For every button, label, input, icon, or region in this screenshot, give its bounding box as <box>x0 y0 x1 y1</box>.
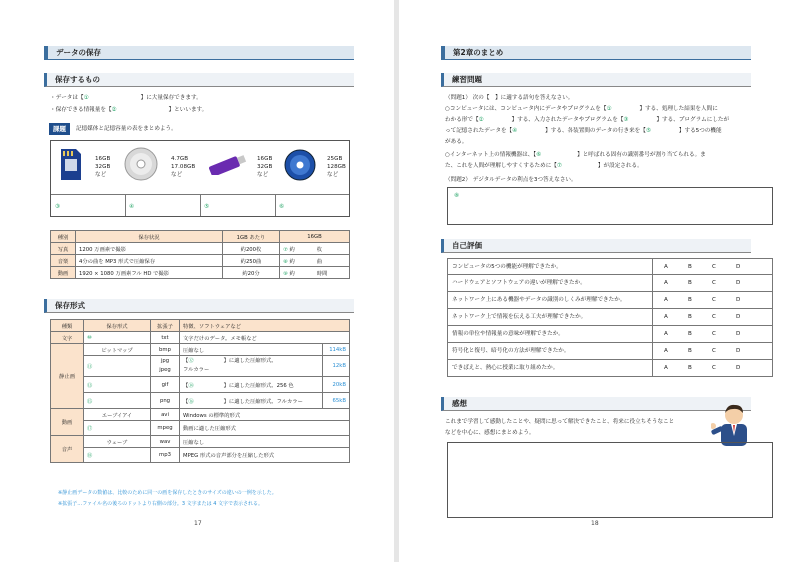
format-heading: 保存形式 <box>44 299 354 313</box>
grade-option-c[interactable]: C <box>712 314 716 320</box>
media-mark-5: ⑤ <box>204 204 210 210</box>
grade-option-b[interactable]: B <box>688 314 692 320</box>
note-1: ※静止画データの数値は、比較のために同一の画を保存したときのサイズの違いの一例を示した。 <box>58 490 277 496</box>
self-eval-heading: 自己評価 <box>441 239 751 253</box>
grade-option-b[interactable]: B <box>688 348 692 354</box>
eval-item-label: 符号化と復号、暗号化の方法が理解できたか。 <box>452 348 570 354</box>
page-17 <box>0 0 394 562</box>
chapter-summary-title: 第2章のまとめ <box>441 46 751 60</box>
eval-row <box>447 275 773 292</box>
eval-item-label: ネットワーク上にある機器やデータの識別のしくみが理解できたか。 <box>452 297 626 303</box>
eval-item-label: 情報の単位や情報量の意味が理解できたか。 <box>452 331 564 337</box>
grade-option-c[interactable]: C <box>712 365 716 371</box>
table-row: ⑪ jpg jpeg 【⑫ 】に適した圧縮形式。 フルカラー 12kB <box>51 356 350 377</box>
capacity-table: 種別 保存状況 1GB あたり 16GB 写真 1200 万画素で撮影 約200枚 ⑦ 約 枚 音楽 4分の曲を MP3 形式で圧縮保存 約250曲 ⑧ 約 曲 動画 1920 × 1080 万画素フル HD で撮影 約20分 ⑨ 約 時間 <box>50 230 350 279</box>
table-row: 写真 1200 万画素で撮影 約200枚 ⑦ 約 枚 <box>51 243 350 255</box>
table-row: 文字 ⑩ txt 文字だけのデータ。メモ帳など <box>51 332 350 344</box>
grade-option-c[interactable]: C <box>712 280 716 286</box>
eval-item-label: できばえと、熱心に授業に取り組めたか。 <box>452 365 559 371</box>
grade-option-c[interactable]: C <box>712 297 716 303</box>
grade-option-a[interactable]: A <box>664 331 668 337</box>
table-row: 動画 1920 × 1080 万画素フル HD で撮影 約20分 ⑨ 約 時間 <box>51 267 350 279</box>
table-row: ⑱ mp3 MPEG 形式の音声部分を圧縮した形式 <box>51 448 350 463</box>
q2-answer-box[interactable]: ⑧ <box>447 187 773 225</box>
impression-heading: 感想 <box>441 397 751 411</box>
eval-row <box>447 309 773 326</box>
sd-card-icon <box>59 149 83 181</box>
eval-row <box>447 258 773 275</box>
q1-line: わかる形で【② 】する、入力されたデータやプログラムを【③ 】する、プログラムにしたが <box>445 117 730 123</box>
task-text: 記憶媒体と記憶容量の表をまとめよう。 <box>76 126 177 132</box>
page-number: 17 <box>194 520 202 527</box>
q1-line: ○コンピュータには、コンピュータ内にデータやプログラムを【① 】する、処理した結果を人間に <box>445 106 718 112</box>
teacher-illustration <box>711 400 757 446</box>
grade-option-d[interactable]: D <box>736 365 741 371</box>
grade-option-c[interactable]: C <box>712 264 716 270</box>
dvd-disc-icon <box>124 147 158 181</box>
q1-line: がある。 <box>445 139 468 145</box>
q2-text: （問題2） デジタルデータの利点を3つ答えなさい。 <box>445 177 577 183</box>
eval-row <box>447 343 773 360</box>
grade-option-a[interactable]: A <box>664 264 668 270</box>
table-row: 静止画 ビットマップ bmp 圧縮なし 114kB <box>51 344 350 356</box>
practice-heading: 練習問題 <box>441 73 751 87</box>
format-table: 種類 保存形式 拡張子 特徴、ソフトウェアなど 文字 ⑩ txt 文字だけのデータ。メモ帳など 静止画 ビットマップ bmp 圧縮なし 114kB ⑪ jpg jpeg 【⑫ 】に適した圧縮形式。 フルカラー 12kB ⑬ gif 【⑭ 】に適した圧縮形式。256 色 20kB ⑮ png 【⑯ 】に適した圧縮形式。フルカラー 65kB 動画 エーブイアイ avi Windows の標準的形式 ⑰ mpeg 動画に適した圧縮形式 音声 ウェーブ wav 圧縮なし ⑱ mp3 MPEG 形式の音声部分を圧縮した形式 <box>50 319 350 463</box>
table-row: 動画 エーブイアイ avi Windows の標準的形式 <box>51 409 350 421</box>
impression-line-2: などを中心に、感想にまとめよう。 <box>445 430 535 436</box>
eval-row <box>447 326 773 343</box>
table-row: 音声 ウェーブ wav 圧縮なし <box>51 436 350 448</box>
eval-row <box>447 360 773 377</box>
impression-answer-box[interactable] <box>447 442 773 518</box>
grade-option-a[interactable]: A <box>664 365 668 371</box>
grade-option-a[interactable]: A <box>664 314 668 320</box>
page-number: 18 <box>591 520 599 527</box>
grade-option-d[interactable]: D <box>736 348 741 354</box>
eval-item-label: ネットワーク上で情報を伝える工夫が理解できたか。 <box>452 314 587 320</box>
section-title: データの保存 <box>44 46 354 60</box>
q1-line: ○インターネット上の情報機器は、【⑥ 】と呼ばれる固有の識別番号が割り当てられる。ま <box>445 152 706 158</box>
eval-row <box>447 292 773 309</box>
grade-option-b[interactable]: B <box>688 331 692 337</box>
grade-option-c[interactable]: C <box>712 331 716 337</box>
eval-item-label: コンピュータの5つの機能が理解できたか。 <box>452 264 562 270</box>
note-2: ※拡張子…ファイル名の後ろのドットより右側の部分。3 文字または 4 文字で表示される。 <box>58 501 264 507</box>
eval-item-label: ハードウェアとソフトウェアの違いが理解できたか。 <box>452 280 586 286</box>
q1-intro: （問題1） 次の【 】に適する語句を答えなさい。 <box>445 95 574 101</box>
self-eval-table <box>447 258 773 377</box>
grade-option-d[interactable]: D <box>736 314 741 320</box>
q1-line: た、これを人間が理解しやすくするために【⑦ 】が設定される。 <box>445 163 643 169</box>
grade-option-a[interactable]: A <box>664 280 668 286</box>
media-mark-4: ④ <box>129 204 135 210</box>
storage-heading: 保存するもの <box>44 73 354 87</box>
grade-option-a[interactable]: A <box>664 297 668 303</box>
page-18 <box>399 0 793 562</box>
table-row: ⑮ png 【⑯ 】に適した圧縮形式。フルカラー 65kB <box>51 393 350 409</box>
grade-option-b[interactable]: B <box>688 264 692 270</box>
grade-option-d[interactable]: D <box>736 297 741 303</box>
table-row: ⑬ gif 【⑭ 】に適した圧縮形式。256 色 20kB <box>51 377 350 393</box>
grade-option-d[interactable]: D <box>736 331 741 337</box>
grade-option-d[interactable]: D <box>736 264 741 270</box>
table-row: ⑰ mpeg 動画に適した圧縮形式 <box>51 421 350 436</box>
grade-option-b[interactable]: B <box>688 365 692 371</box>
task-badge: 課題 <box>49 123 70 135</box>
media-box: 16GB 32GB など 4.7GB 17.08GB など 16GB 32GB など 25GB 128GB など ③ ④ ⑤ ⑥ <box>50 140 350 217</box>
media-mark-6: ⑥ <box>279 204 285 210</box>
media-mark-3: ③ <box>55 204 61 210</box>
storage-line-1: ・データは【① 】に大量保存できます。 <box>50 95 202 101</box>
impression-line-1: これまで学習して感動したことや、疑問に思って解決できたこと、将来に役立ちそうなこと <box>445 419 675 425</box>
table-row: 音楽 4分の曲を MP3 形式で圧縮保存 約250曲 ⑧ 約 曲 <box>51 255 350 267</box>
grade-option-b[interactable]: B <box>688 280 692 286</box>
storage-line-2: ・保存できる情報量を【② 】といいます。 <box>50 107 208 113</box>
q1-line: って記憶されたデータを【④ 】する、各装置間のデータの行き来を【⑤ 】する5つの機能 <box>445 128 722 134</box>
bluray-disc-icon <box>284 149 316 181</box>
grade-option-a[interactable]: A <box>664 348 668 354</box>
grade-option-d[interactable]: D <box>736 280 741 286</box>
grade-option-b[interactable]: B <box>688 297 692 303</box>
usb-memory-icon <box>205 155 249 175</box>
grade-option-c[interactable]: C <box>712 348 716 354</box>
